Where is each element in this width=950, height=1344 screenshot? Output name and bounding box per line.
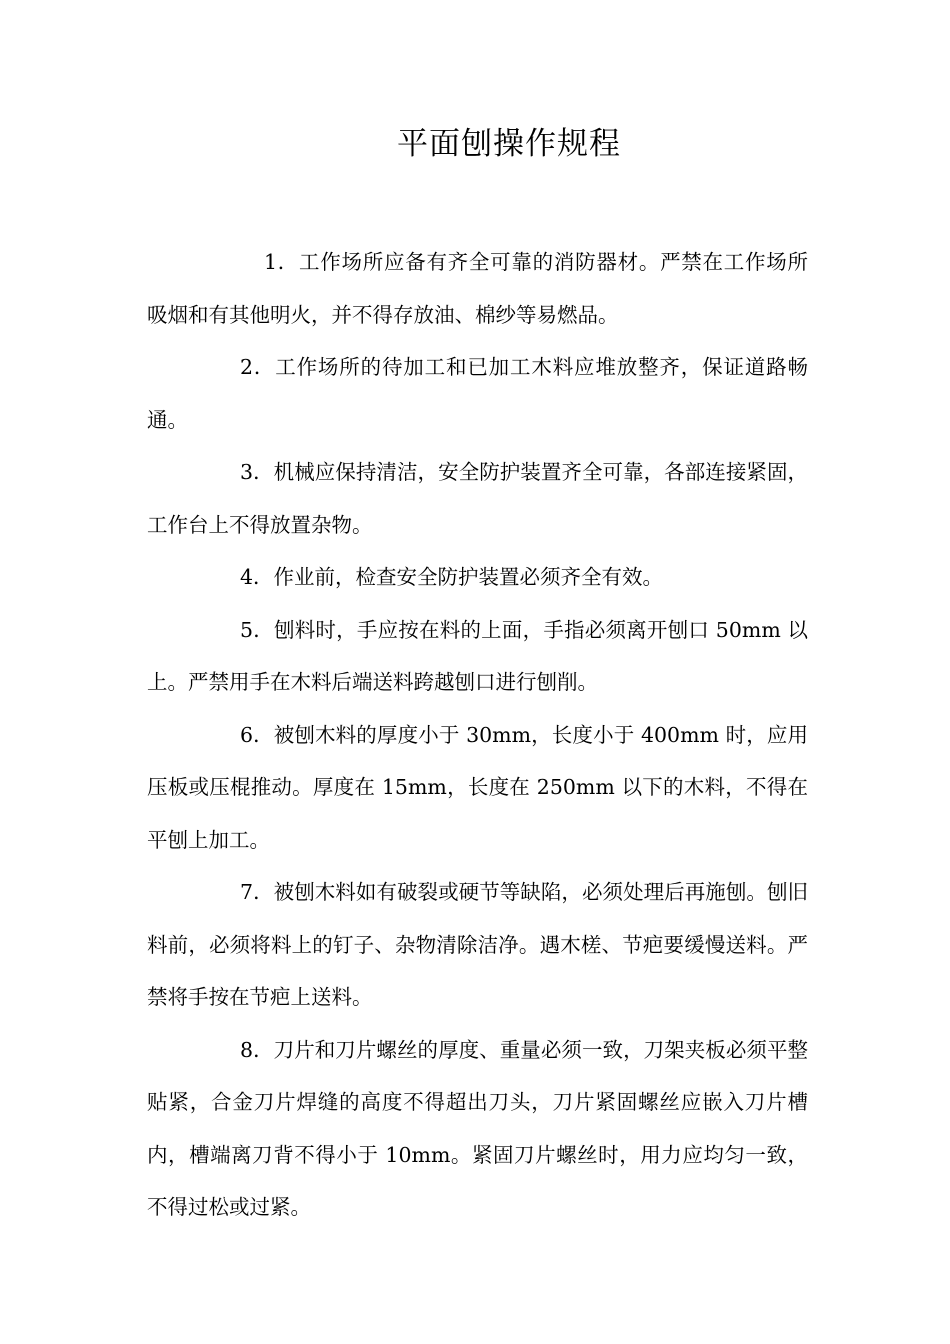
document-title: 平面刨操作规程	[397, 126, 621, 162]
rule-paragraph-2: 2．工作场所的待加工和已加工木料应堆放整齐，保证道路畅通。	[147, 355, 808, 432]
rule-paragraph-8: 8．刀片和刀片螺丝的厚度、重量必须一致，刀架夹板必须平整贴紧，合金刀片焊缝的高度不得超出刀头，刀片紧固螺丝应嵌入刀片槽内，槽端离刀背不得小于 10mm。紧固刀片螺丝时，用力应均匀一致，不得过松或过紧。	[147, 1037, 808, 1219]
rule-paragraph-1: 1．工作场所应备有齐全可靠的消防器材。严禁在工作场所吸烟和有其他明火，并不得存放油、棉纱等易燃品。	[147, 250, 808, 327]
rule-paragraph-5: 5．刨料时，手应按在料的上面，手指必须离开刨口 50mm 以上。严禁用手在木料后端送料跨越刨口进行刨削。	[147, 617, 808, 694]
rule-paragraph-3: 3．机械应保持清洁，安全防护装置齐全可靠，各部连接紧固，工作台上不得放置杂物。	[147, 460, 808, 537]
rule-paragraph-7: 7．被刨木料如有破裂或硬节等缺陷，必须处理后再施刨。刨旧料前，必须将料上的钉子、杂物清除洁净。遇木槎、节疤要缓慢送料。严禁将手按在节疤上送料。	[147, 880, 808, 1009]
rule-paragraph-6: 6．被刨木料的厚度小于 30mm，长度小于 400mm 时，应用压板或压棍推动。厚度在 15mm，长度在 250mm 以下的木料，不得在平刨上加工。	[147, 722, 808, 852]
rule-paragraph-4: 4．作业前，检查安全防护装置必须齐全有效。	[240, 565, 664, 589]
document-body	[147, 236, 808, 1234]
